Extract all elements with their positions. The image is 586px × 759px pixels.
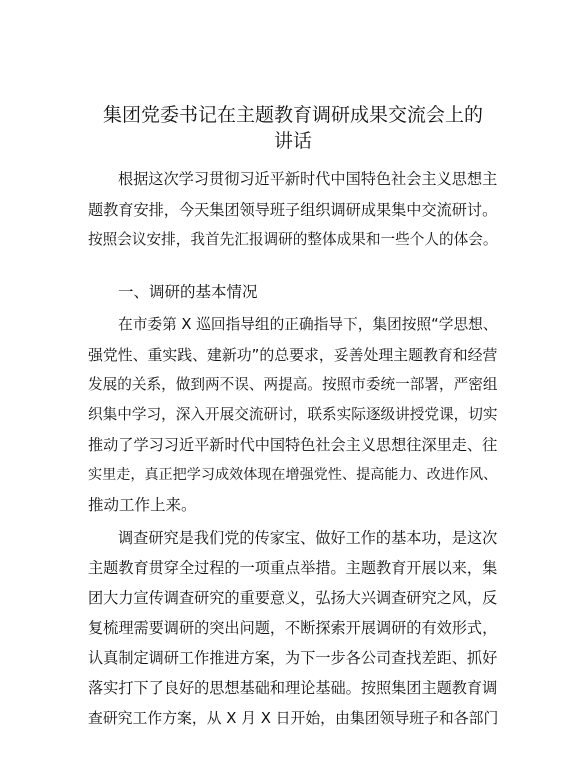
document-title-line-2: 讲话: [273, 130, 312, 152]
document-title-line-1: 集团党委书记在主题教育调研成果交流会上的: [102, 104, 483, 126]
paragraph-line: 题教育安排，今天集团领导班子组织调研成果集中交流研讨。: [88, 201, 498, 219]
paragraph-line: 复梳理需要调研的突出问题，不断探索开展调研的有效形式，: [88, 619, 498, 637]
paragraph-line: 按照会议安排，我首先汇报调研的整体成果和一些个人的体会。: [88, 231, 498, 248]
paragraph-line: 强党性、重实践、建新功”的总要求，妥善处理主题教育和经营: [88, 346, 498, 364]
paragraph-line: 主题教育贯穿全过程的一项重点举措。主题教育开展以来，集: [88, 559, 498, 577]
paragraph-line: 推动了学习习近平新时代中国特色社会主义思想往深里走、往: [88, 436, 498, 454]
paragraph-line: 认真制定调研工作推进方案，为下一步各公司查找差距、抓好: [88, 649, 498, 667]
paragraph-line: 查研究工作方案，从 X 月 X 日开始，由集团领导班子和各部门: [88, 709, 499, 727]
paragraph-line: 织集中学习，深入开展交流研讨，联系实际逐级讲授党课，切实: [88, 406, 498, 423]
paragraph-line: 根据这次学习贯彻习近平新时代中国特色社会主义思想主: [118, 170, 498, 188]
paragraph-line: 发展的关系，做到两不误、两提高。按照市委统一部署，严密组: [88, 376, 498, 393]
paragraph-line: 推动工作上来。: [88, 496, 197, 514]
paragraph-line: 团大力宣传调查研究的重要意义，弘扬大兴调查研究之风，反: [88, 589, 498, 607]
paragraph-line: 落实打下了良好的思想基础和理论基础。按照集团主题教育调: [88, 679, 498, 697]
paragraph-line: 在市委第 X 巡回指导组的正确指导下，集团按照“学思想、: [118, 316, 498, 333]
paragraph-line: 调查研究是我们党的传家宝、做好工作的基本功，是这次: [118, 529, 498, 547]
paragraph-line: 实里走，真正把学习成效体现在增强党性、提高能力、改进作风、: [88, 467, 498, 483]
section-heading: 一、调研的基本情况: [118, 283, 258, 301]
